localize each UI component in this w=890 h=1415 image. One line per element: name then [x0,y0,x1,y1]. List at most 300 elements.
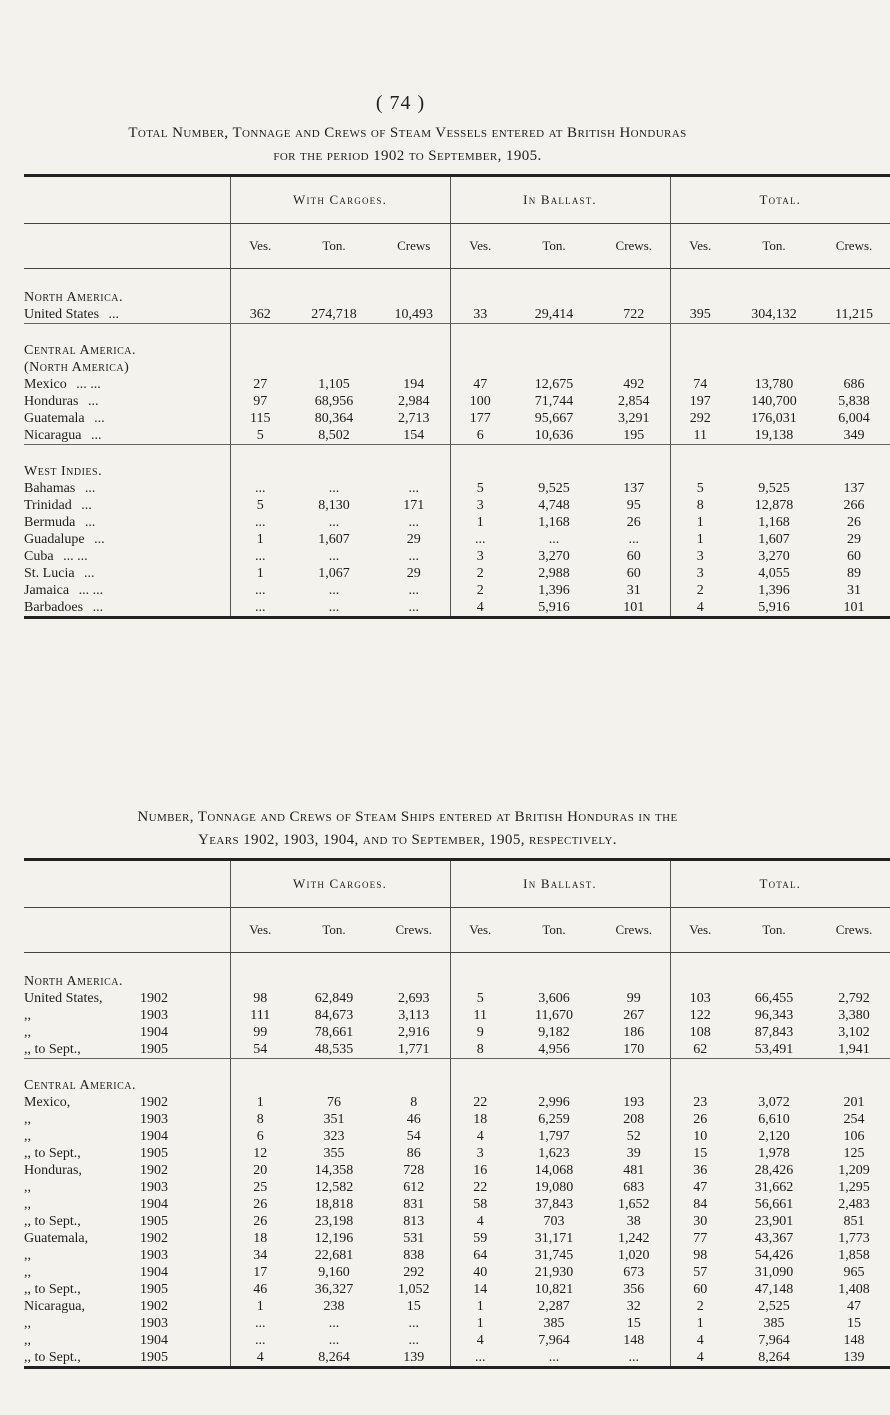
row-label-name: ,, to Sept., [24,1350,81,1365]
row-label-name: ,, [24,1112,31,1127]
table-cell: 57 [693,1265,708,1280]
section-spacer [24,445,890,464]
table-cell: 851 [843,1214,865,1229]
spacer-cell [670,445,730,464]
spacer-cell [818,324,890,343]
empty-cell [510,973,598,990]
table2-body [24,953,890,1368]
table-cell: 3 [476,549,484,564]
row-label-name: Bahamas [24,481,76,496]
table-cell: 87,843 [754,1025,794,1040]
table-cell: 26 [598,514,670,531]
row-label-name: Honduras, [24,1163,82,1178]
row-label-name: ,, to Sept., [24,1042,81,1057]
table-cell: ... [230,599,290,618]
table2-title [20,806,795,852]
table-cell: ... [328,583,340,598]
table2-steam-ships-by-year [24,858,890,1369]
row-label [24,376,230,393]
row-label [24,599,230,618]
table-cell: ... [255,1333,266,1348]
table-cell: 4 [670,599,730,618]
table-cell: 14 [473,1282,488,1297]
table-cell: 355 [323,1146,345,1161]
table1-column-header: Ves. [670,224,730,269]
table-cell: 2,792 [838,991,870,1006]
row-label [24,1332,230,1349]
table-cell: 12,878 [754,498,794,513]
table-cell: 1,858 [838,1248,870,1263]
table-cell: 31,090 [754,1265,794,1280]
table1-group-header: Total. [670,176,890,224]
spacer-cell [230,445,290,464]
row-label-name: ,, [24,1248,31,1263]
table-cell: 47 [847,1299,862,1314]
table-cell: 193 [598,1094,670,1111]
table-cell: 148 [598,1332,670,1349]
empty-cell [290,973,378,990]
row-label-year: 1905 [140,1350,168,1365]
table-cell: 58 [473,1197,488,1212]
table-cell: 1 [256,1095,264,1110]
row-label-leader: ... [87,394,99,409]
spacer-cell [230,269,290,290]
table1-corner-header [24,176,230,224]
table1-column-header: Ves. [230,224,290,269]
table-cell: 137 [598,480,670,497]
table-cell: 86 [378,1145,450,1162]
table-cell: 1,168 [758,515,790,530]
table1-column-header: Ton. [510,224,598,269]
row-label [24,1007,230,1024]
row-label [24,1041,230,1059]
table-cell: 673 [598,1264,670,1281]
empty-cell [818,342,890,359]
empty-cell [450,973,510,990]
table-cell: 3,270 [758,549,790,564]
table-cell: 22 [473,1095,488,1110]
row-label [24,497,230,514]
row-label-name: St. Lucia [24,566,75,581]
table2-group-header: With Cargoes. [230,860,450,908]
table-cell: 22 [473,1180,488,1195]
row-label-year: 1905 [140,1214,168,1229]
empty-cell [378,359,450,376]
row-label [24,427,230,445]
table-cell: 26 [253,1197,268,1212]
table-cell: 5 [696,481,704,496]
table-cell: 4 [476,1129,484,1144]
table-cell: 17 [253,1265,268,1280]
spacer-cell [290,445,378,464]
table-cell: 15 [693,1146,708,1161]
section-subheading-row [24,359,890,376]
row-label [24,1213,230,1230]
table-cell: 1,052 [378,1281,450,1298]
table-cell: ... [290,599,378,618]
row-label-year: 1903 [140,1008,168,1023]
table-row [24,1349,890,1368]
table-cell: 6,610 [758,1112,790,1127]
table-cell: 4,956 [538,1042,570,1057]
table-row [24,582,890,599]
section-heading-row [24,463,890,480]
empty-cell [818,359,890,376]
section-heading-row [24,1077,890,1094]
table-cell: 56,661 [754,1197,794,1212]
row-label-name: ,, [24,1197,31,1212]
table-row [24,1162,890,1179]
table-cell: ... [548,532,560,547]
table-cell: 3,291 [598,410,670,427]
table-cell: 29,414 [534,307,574,322]
spacer-cell [818,1059,890,1078]
table-cell: ... [328,515,340,530]
table-cell: 349 [843,428,865,443]
table-cell: ... [598,531,670,548]
table-cell: 20 [253,1163,268,1178]
table1-title-line2: for the period 1902 to September, 1905. [273,148,542,164]
table-cell: 62,849 [314,991,354,1006]
row-label [24,410,230,427]
row-label [24,514,230,531]
spacer-cell [510,953,598,974]
table-cell: 15 [598,1315,670,1332]
table-cell: 8,264 [730,1349,818,1368]
table-row [24,565,890,582]
table-cell: 1,941 [838,1042,870,1057]
empty-cell [378,463,450,480]
empty-cell [450,342,510,359]
table-cell: ... [378,1332,450,1349]
table-cell: 1,105 [318,377,350,392]
table-cell: 30 [693,1214,708,1229]
row-label-name: ,, to Sept., [24,1146,81,1161]
table-cell: ... [255,515,266,530]
table-cell: 8,264 [290,1349,378,1368]
table-cell: 22,681 [314,1248,354,1263]
table-cell: 89 [847,566,862,581]
row-label [24,1247,230,1264]
table-cell: 1,295 [838,1180,870,1195]
table-cell: 266 [843,498,865,513]
table-cell: 8 [256,1112,264,1127]
row-label-year: 1903 [140,1316,168,1331]
spacer-cell [730,953,818,974]
table-cell: 8,502 [318,428,350,443]
table-cell: 1,242 [598,1230,670,1247]
table-cell: 54 [253,1042,268,1057]
table-cell: 292 [689,411,711,426]
table1-column-header: Crews. [818,224,890,269]
table-cell: 4 [230,1349,290,1368]
empty-cell [670,289,730,306]
table-cell: ... [328,481,340,496]
table-cell: 27 [253,377,268,392]
table1-title-line1: Total Number, Tonnage and Crews of Steam Vessels entered at British Honduras [128,125,687,141]
table-cell: ... [598,1349,670,1368]
table-cell: 1,067 [318,566,350,581]
table-row [24,1247,890,1264]
table-cell: 10,821 [534,1282,574,1297]
table-cell: 5 [476,481,484,496]
table-cell: 54,426 [754,1248,794,1263]
table-cell: 139 [378,1349,450,1368]
section-spacer [24,269,890,290]
spacer-cell [290,953,378,974]
table-cell: 15 [847,1316,862,1331]
table-cell: 4 [476,1214,484,1229]
spacer-cell [510,1059,598,1078]
row-label-year: 1904 [140,1129,168,1144]
empty-cell [230,463,290,480]
empty-cell [290,289,378,306]
spacer-cell [378,953,450,974]
table-cell: 95 [598,497,670,514]
table-cell: 2,120 [758,1129,790,1144]
table-cell: 31,171 [534,1231,574,1246]
empty-cell [598,1077,670,1094]
table-cell: 19,138 [754,428,794,443]
table2-group-header: Total. [670,860,890,908]
table-cell: 170 [598,1041,670,1059]
row-label [24,1128,230,1145]
row-label-year: 1902 [140,1163,168,1178]
row-label-year: 1902 [140,1299,168,1314]
spacer-cell [24,324,230,343]
table-cell: 60 [598,548,670,565]
table-cell: 32 [598,1298,670,1315]
table1-column-header: Ton. [290,224,378,269]
table-cell: 84 [693,1197,708,1212]
section-heading: Central America. [24,342,230,359]
table-cell: 9,525 [538,481,570,496]
table-cell: 1 [256,1299,264,1314]
table-cell: 481 [598,1162,670,1179]
table-cell: 3 [696,549,704,564]
row-label-year: 1903 [140,1248,168,1263]
empty-cell [730,1077,818,1094]
table-cell: 703 [543,1214,565,1229]
table-cell: 43,367 [754,1231,794,1246]
spacer-cell [24,445,230,464]
row-label [24,306,230,324]
table-cell: 36,327 [314,1282,354,1297]
table-cell: ... [450,1349,510,1368]
table-cell: 965 [843,1265,865,1280]
table-cell: 40 [473,1265,488,1280]
row-label-leader: ... ... [78,583,104,598]
empty-cell [510,463,598,480]
table-cell: 18 [253,1231,268,1246]
table-row [24,1264,890,1281]
empty-cell [818,289,890,306]
table1-column-header: Ton. [730,224,818,269]
table-cell: 28,426 [754,1163,794,1178]
table-cell: 15 [378,1298,450,1315]
section-heading: North America. [24,973,230,990]
empty-cell [290,342,378,359]
table-cell: 101 [818,599,890,618]
table-row [24,393,890,410]
table1-group-header: In Ballast. [450,176,670,224]
table-cell: 1,607 [318,532,350,547]
table-cell: 106 [843,1129,865,1144]
empty-cell [510,289,598,306]
row-label-leader: ... ... [76,377,101,392]
table-cell: 84,673 [314,1008,354,1023]
table-row [24,497,890,514]
table2-title-line2: Years 1902, 1903, 1904, and to September, 1905, respectively. [198,832,617,848]
table-cell: 11,670 [535,1008,573,1023]
spacer-cell [670,953,730,974]
empty-cell [450,1077,510,1094]
spacer-cell [230,324,290,343]
table-cell: 1 [256,532,264,547]
table-row [24,1094,890,1111]
table-cell: 10,636 [534,428,574,443]
table-cell: 395 [689,307,711,322]
table-cell: 304,132 [751,307,797,322]
spacer-cell [670,324,730,343]
row-label [24,990,230,1007]
row-label-leader: ... [108,307,120,322]
empty-cell [730,463,818,480]
spacer-cell [598,445,670,464]
table-cell: 5 [256,498,264,513]
empty-cell [378,342,450,359]
row-label-name: United States, [24,991,103,1006]
table-row [24,1332,890,1349]
table-cell: 26 [847,515,862,530]
table-cell: 122 [689,1008,711,1023]
table-cell: 148 [843,1333,865,1348]
table-cell: 6,004 [838,411,870,426]
table-cell: 25 [253,1180,268,1195]
table1-body [24,269,890,618]
table-cell: 197 [689,394,711,409]
table-cell: 1,168 [538,515,570,530]
table-cell: 39 [598,1145,670,1162]
row-label-year: 1904 [140,1333,168,1348]
spacer-cell [378,324,450,343]
table-cell: ... [510,1349,598,1368]
empty-cell [670,1077,730,1094]
table2-corner-header [24,860,230,908]
table2-column-header: Ton. [730,908,818,953]
table-row [24,599,890,618]
table-cell: 5,916 [510,599,598,618]
row-label [24,1315,230,1332]
spacer-cell [598,1059,670,1078]
spacer-cell [450,1059,510,1078]
table-cell: 23,901 [754,1214,794,1229]
table-cell: 8 [696,498,704,513]
row-label [24,1024,230,1041]
table-cell: 4 [670,1349,730,1368]
spacer-cell [290,269,378,290]
table2-title-line1: Number, Tonnage and Crews of Steam Ships entered at British Honduras in the [137,809,678,825]
table-cell: 2 [696,583,704,598]
table-cell: 10,493 [378,306,450,324]
table-cell: 96,343 [754,1008,794,1023]
row-label-leader: ... [84,566,95,581]
table-cell: 14,068 [534,1163,574,1178]
table2-corner-subheader [24,908,230,953]
table2-column-header: Ton. [290,908,378,953]
table-cell: 99 [253,1025,268,1040]
table-row [24,1145,890,1162]
table-cell: 385 [763,1316,785,1331]
row-label [24,531,230,548]
table-cell: 11 [693,428,708,443]
empty-cell [230,342,290,359]
table-cell: 8 [476,1042,484,1057]
empty-cell [230,973,290,990]
table-row [24,531,890,548]
table-cell: 97 [253,394,268,409]
table-cell: 98 [693,1248,708,1263]
table-cell: 385 [543,1316,565,1331]
table-cell: 76 [327,1095,341,1110]
empty-cell [290,359,378,376]
table-cell: 60 [693,1282,708,1297]
empty-cell [450,463,510,480]
spacer-cell [24,953,230,974]
table-cell: 38 [598,1213,670,1230]
table-cell: 3 [476,498,484,513]
table-row [24,548,890,565]
empty-cell [598,289,670,306]
spacer-cell [378,269,450,290]
section-heading: West Indies. [24,463,230,480]
empty-cell [378,289,450,306]
row-label-leader: ... [92,600,104,615]
table-cell: 34 [253,1248,268,1263]
spacer-cell [818,269,890,290]
table-cell: 100 [469,394,491,409]
row-label-year: 1904 [140,1197,168,1212]
spacer-cell [598,269,670,290]
table-cell: 53,491 [754,1042,794,1057]
spacer-cell [598,324,670,343]
table-cell: 2,287 [538,1299,570,1314]
row-label-name: Trinidad [24,498,72,513]
row-label-name: Honduras [24,394,79,409]
table-cell: 201 [843,1095,865,1110]
table-cell: 1 [476,1316,484,1331]
empty-cell [598,463,670,480]
table1-column-header: Ves. [450,224,510,269]
table-cell: 154 [378,427,450,445]
table-cell: 683 [598,1179,670,1196]
row-label-name: ,, [24,1025,31,1040]
table-cell: ... [378,582,450,599]
table-cell: 23,198 [314,1214,354,1229]
spacer-cell [450,324,510,343]
spacer-cell [670,1059,730,1078]
table2-column-header: Crews. [378,908,450,953]
table-cell: ... [255,481,266,496]
table-cell: ... [378,548,450,565]
table-cell: 6,259 [538,1112,570,1127]
row-label-name: Nicaragua, [24,1299,86,1314]
row-label [24,1179,230,1196]
table-cell: 46 [378,1111,450,1128]
row-label-year: 1905 [140,1282,168,1297]
table-cell: 36 [693,1163,708,1178]
table-cell: 9,182 [538,1025,570,1040]
